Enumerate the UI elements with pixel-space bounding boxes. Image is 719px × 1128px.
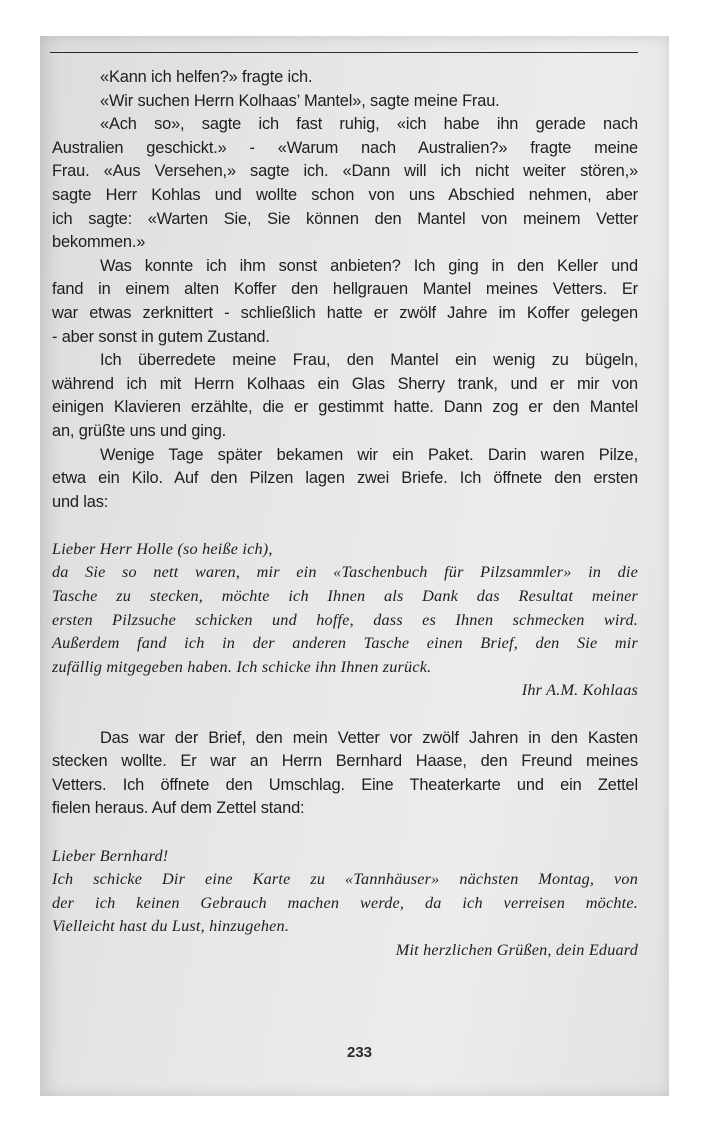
text-line: stecken wollte. Er war an Herrn Bernhard Haase, den Freund meines [52, 752, 638, 771]
paragraph-gap [52, 514, 638, 538]
text-line: fielen heraus. Auf dem Zettel stand: [52, 799, 305, 818]
text-line: Wenige Tage später bekamen wir ein Paket. Darin waren Pilze, [100, 445, 638, 464]
page-number: 233 [346, 1044, 373, 1061]
letter-signature: Ihr A.M. Kohlaas [521, 681, 638, 700]
text-line: Ich überredete meine Frau, den Mantel ein wenig zu bügeln, [100, 351, 638, 370]
text-line: ich sagte: «Warten Sie, Sie können den Mantel von meinem Vetter [52, 209, 638, 228]
letter-line: Ich schicke Dir eine Karte zu «Tannhäuser» nächsten Montag, von [52, 870, 638, 889]
text-line: während ich mit Herrn Kolhaas ein Glas Sherry trank, und er mir von [52, 374, 638, 393]
letter-signature: Mit herzlichen Grüßen, dein Eduard [395, 940, 638, 959]
text-line: Frau. «Aus Versehen,» sagte ich. «Dann will ich nicht weiter stören,» [52, 162, 638, 181]
text-line: «Wir suchen Herrn Kolhaas’ Mantel», sagte meine Frau. [100, 91, 500, 110]
text-line: und las: [52, 492, 109, 511]
letter-line: da Sie so nett waren, mir ein «Taschenbuch für Pilzsammler» in die [52, 563, 638, 582]
letter-line: der ich keinen Gebrauch machen werde, da ich verreisen möchte. [52, 893, 638, 912]
text-line: bekommen.» [52, 233, 146, 252]
text-line: Vetters. Ich öffnete den Umschlag. Eine Theaterkarte und ein Zettel [52, 775, 638, 794]
letter-salutation: Lieber Herr Holle (so heiße ich), [52, 539, 273, 558]
text-line: war etwas zerknittert - schließlich hatte er zwölf Jahre im Koffer gelegen [52, 303, 638, 322]
text-line: Australien geschickt.» - «Warum nach Australien?» fragte meine [52, 138, 638, 157]
text-line: Das war der Brief, den mein Vetter vor zwölf Jahren in den Kasten [100, 728, 638, 747]
letter-line: Vielleicht hast du Lust, hinzugehen. [52, 917, 290, 936]
letter-line: ersten Pilzsuche schicken und hoffe, dass es Ihnen schmecken wird. [52, 610, 638, 629]
text-line: an, grüßte uns und ging. [52, 421, 227, 440]
body-text [52, 66, 638, 963]
text-line: etwa ein Kilo. Auf den Pilzen lagen zwei Briefe. Ich öffnete den ersten [52, 469, 638, 488]
text-line: sagte Herr Kohlas und wollte schon von uns Abschied nehmen, aber [52, 185, 638, 204]
text-line: «Kann ich helfen?» fragte ich. [100, 68, 313, 86]
text-line: «Ach so», sagte ich fast ruhig, «ich habe ihn gerade nach [100, 115, 638, 134]
header-rule [50, 52, 638, 53]
letter-line: zufällig mitgegeben haben. Ich schicke ihn Ihnen zurück. [52, 657, 432, 676]
letter-line: Tasche zu stecken, möchte ich Ihnen als Dank das Resultat meiner [52, 587, 638, 606]
text-line: einigen Klavieren erzählte, die er gestimmt hatte. Dann zog er den Mantel [52, 398, 638, 417]
letter-salutation: Lieber Bernhard! [52, 846, 169, 865]
text-line: Was konnte ich ihm sonst anbieten? Ich ging in den Keller und [100, 256, 638, 275]
letter-line: Außerdem fand ich in der anderen Tasche einen Brief, den Sie mir [52, 634, 638, 653]
paragraph-gap [52, 703, 638, 727]
text-line: fand in einem alten Koffer den hellgrauen Mantel meines Vetters. Er [52, 280, 638, 299]
text-line: - aber sonst in gutem Zustand. [52, 327, 270, 346]
paragraph-gap [52, 821, 638, 845]
